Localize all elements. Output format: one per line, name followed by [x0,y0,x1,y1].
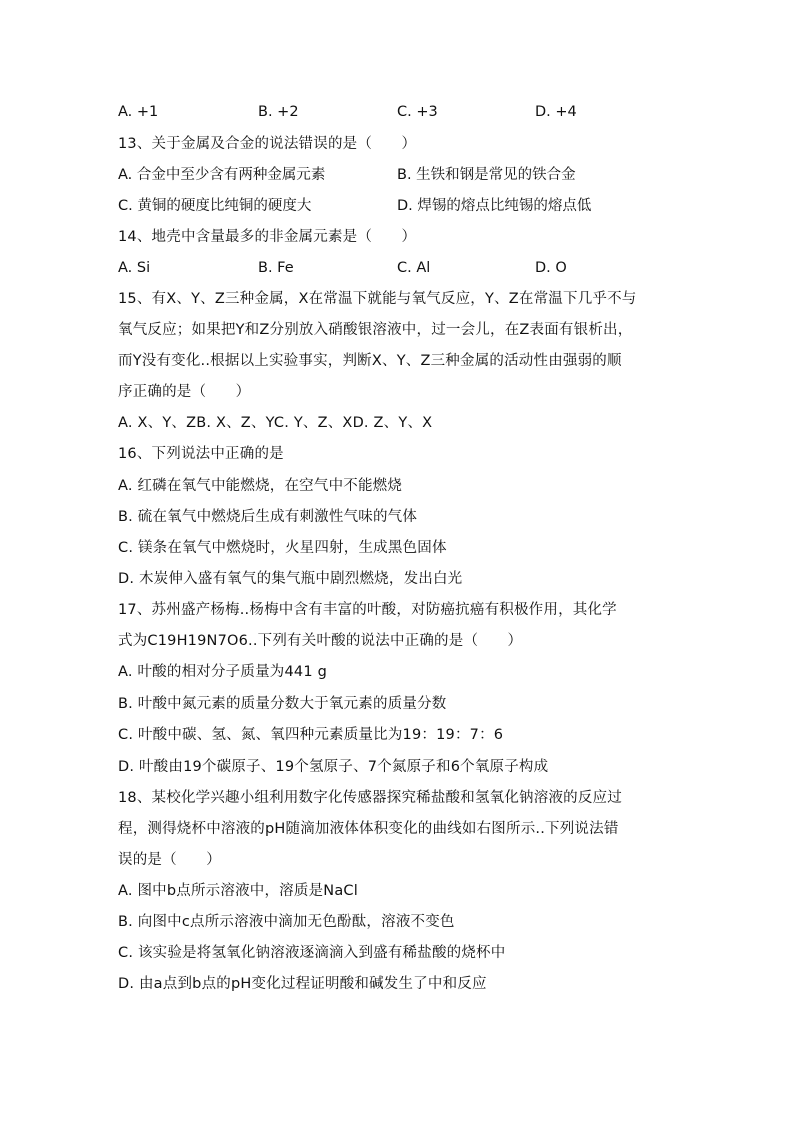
q16-stem: 16、下列说法中正确的是 [118,446,284,462]
q13-stem: 13、关于金属及合金的说法错误的是（ ） [118,136,417,152]
q18-option-a: A. 图中b点所示溶液中，溶质是NaCl [118,883,358,899]
q18-stem-line-3: 误的是（ ） [118,852,221,868]
q16-option-b: B. 硫在氧气中燃烧后生成有刺激性气味的气体 [118,509,418,525]
q12-option-d: D. +4 [535,104,577,120]
q12-option-c: C. +3 [397,104,438,120]
q12-option-b: B. +2 [258,104,299,120]
q16-option-d: D. 木炭伸入盛有氧气的集气瓶中剧烈燃烧，发出白光 [118,571,463,587]
q14-option-c: C. Al [397,260,431,276]
q15-options: A. X、Y、ZB. X、Z、YC. Y、Z、XD. Z、Y、X [118,415,433,431]
q18-option-c: C. 该实验是将氢氧化钠溶液逐滴滴入到盛有稀盐酸的烧杯中 [118,945,506,961]
q17-stem-line-1: 17、苏州盛产杨梅..杨梅中含有丰富的叶酸，对防癌抗癌有积极作用，其化学 [118,602,617,618]
q15-stem-line-2: 氧气反应；如果把Y和Z分别放入硝酸银溶液中，过一会儿，在Z表面有银析出， [118,322,633,338]
q17-option-c: C. 叶酸中碳、氢、氮、氧四种元素质量比为19：19：7：6 [118,727,504,743]
q18-option-b: B. 向图中c点所示溶液中滴加无色酚酞，溶液不变色 [118,914,455,930]
q14-stem: 14、地壳中含量最多的非金属元素是（ ） [118,229,417,245]
q17-stem-line-2: 式为C19H19N7O6..下列有关叶酸的说法中正确的是（ ） [118,633,523,649]
q17-option-d: D. 叶酸由19个碳原子、19个氢原子、7个氮原子和6个氧原子构成 [118,759,549,775]
q14-option-d: D. O [535,260,567,276]
q18-stem-line-1: 18、某校化学兴趣小组利用数字化传感器探究稀盐酸和氢氧化钠溶液的反应过 [118,790,622,806]
q16-option-a: A. 红磷在氧气中能燃烧，在空气中不能燃烧 [118,478,403,494]
q12-option-a: A. +1 [118,104,159,120]
q18-stem-line-2: 程，测得烧杯中溶液的pH随滴加液体体积变化的曲线如右图所示..下列说法错 [118,821,619,837]
q15-stem-line-1: 15、有X、Y、Z三种金属，X在常温下就能与氧气反应，Y、Z在常温下几乎不与 [118,291,637,307]
q17-option-a: A. 叶酸的相对分子质量为441 g [118,664,327,680]
q14-option-a: A. Si [118,260,151,276]
q14-option-b: B. Fe [258,260,294,276]
q15-stem-line-4: 序正确的是（ ） [118,384,251,400]
q13-option-c: C. 黄铜的硬度比纯铜的硬度大 [118,198,312,214]
q13-option-d: D. 焊锡的熔点比纯锡的熔点低 [397,198,592,214]
q18-option-d: D. 由a点到b点的pH变化过程证明酸和碱发生了中和反应 [118,976,487,992]
q15-stem-line-3: 而Y没有变化..根据以上实验事实，判断X、Y、Z三种金属的活动性由强弱的顺 [118,353,622,369]
q16-option-c: C. 镁条在氧气中燃烧时，火星四射，生成黑色固体 [118,540,447,556]
q13-option-a: A. 合金中至少含有两种金属元素 [118,167,326,183]
q13-option-b: B. 生铁和钢是常见的铁合金 [397,167,576,183]
q17-option-b: B. 叶酸中氮元素的质量分数大于氧元素的质量分数 [118,696,447,712]
